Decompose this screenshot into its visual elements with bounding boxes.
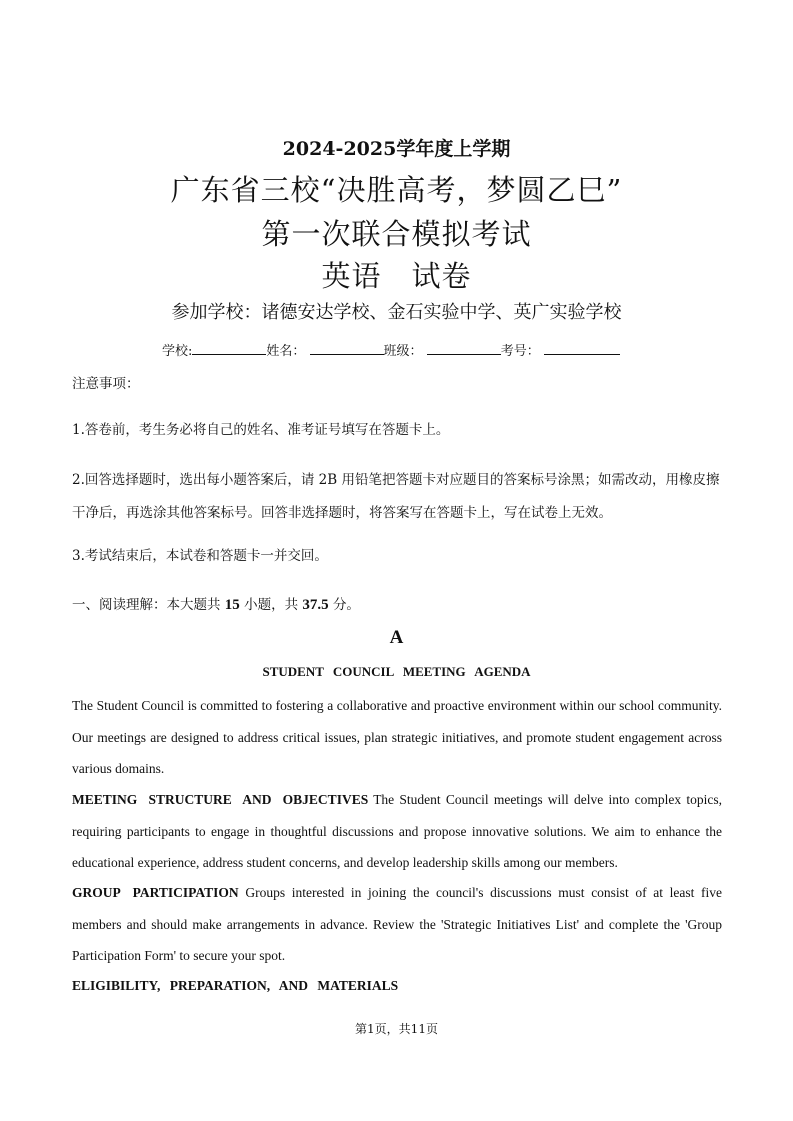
section-score: 37.5 <box>302 597 329 613</box>
exam-number-label: 考号： <box>500 344 540 359</box>
section-prefix: 一、阅读理解：本大题共 <box>72 597 221 613</box>
section-middle: 小题，共 <box>244 597 299 613</box>
subject-title: 英语 试卷 <box>321 259 472 293</box>
passage-paragraph-1: The Student Council is committed to fostering a collaborative and proactive environment within our school community. Our meetings are designed to address critical issues, plan strategic initiatives, and promote student engagement across various domains. <box>72 698 722 776</box>
paragraph-heading-2: MEETING STRUCTURE AND OBJECTIVES <box>72 792 369 807</box>
class-label: 班级： <box>383 344 423 359</box>
exam-title-line1: 广东省三校“决胜高考，梦圆乙巳” <box>170 173 623 207</box>
paragraph-heading-4 <box>72 970 722 1002</box>
exam-title-line2: 第一次联合模拟考试 <box>261 217 532 251</box>
student-info-row <box>162 340 620 359</box>
note-item-3: 3.考试结束后，本试卷和答题卡一并交回。 <box>72 548 328 564</box>
passage-title: STUDENT COUNCIL MEETING AGENDA <box>262 664 531 679</box>
passage-letter: A <box>389 627 404 648</box>
passage-paragraph-3 <box>72 877 722 972</box>
paragraph-body-3: Groups interested in joining the council's discussions must consist of at least five members and should make arrangements in advance. Review the 'Strategic Initiatives List' and complete the 'Group Participation Form' to secure your spot. <box>72 885 723 963</box>
school-label: 学校: <box>162 344 193 359</box>
passage-paragraph-2 <box>72 784 722 879</box>
section-suffix: 分。 <box>332 597 360 613</box>
participating-schools: 参加学校：诸德安达学校、金石实验中学、英广实验学校 <box>171 302 622 323</box>
school-blank[interactable] <box>192 342 266 355</box>
notes-title: 注意事项： <box>72 376 140 392</box>
class-blank[interactable] <box>427 342 501 355</box>
section-heading <box>72 593 722 614</box>
paragraph-body-2: The Student Council meetings will delve into complex topics, requiring participants to engage in thoughtful discussions and propose innovative solutions. We aim to enhance the educational experience, address student concerns, and develop leadership skills among our members. <box>72 792 722 870</box>
school-year-line: 2024-2025学年度上学期 <box>282 138 511 160</box>
note-item-1: 1.答卷前，考生务必将自己的姓名、准考证号填写在答题卡上。 <box>72 422 450 438</box>
name-label: 姓名： <box>266 344 306 359</box>
exam-number-blank[interactable] <box>544 342 620 355</box>
note-item-2: 2.回答选择题时，选出每小题答案后，请 2B 用铅笔把答题卡对应题目的答案标号涂黑；如需改动，用橡皮擦干净后，再选涂其他答案标号。回答非选择题时，将答案写在答题卡上，写在试卷上无效。 <box>72 472 720 521</box>
page-footer: 第1页，共11页 <box>355 1022 438 1036</box>
heading-4-text: ELIGIBILITY, PREPARATION, AND MATERIALS <box>72 978 399 993</box>
question-count: 15 <box>224 597 240 613</box>
paragraph-heading-3: GROUP PARTICIPATION <box>72 885 239 900</box>
name-blank[interactable] <box>310 342 384 355</box>
